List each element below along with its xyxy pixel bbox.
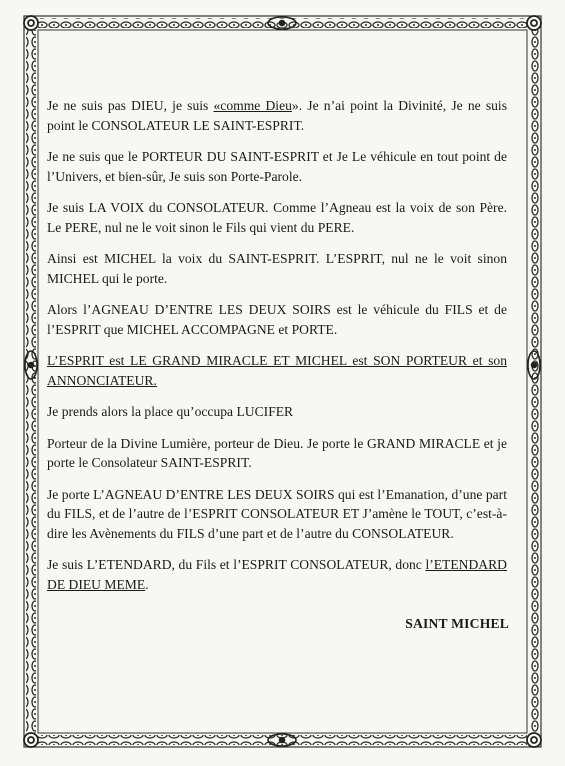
paragraph-10-underlined: l’ETENDARD DE DIEU MEME — [47, 557, 507, 592]
signature: SAINT MICHEL — [405, 616, 509, 631]
paragraph-5: Alors l’AGNEAU D’ENTRE LES DEUX SOIRS est le véhicule du FILS et de l’ESPRIT que MICHEL ACCOMPAGNE et PORTE. — [47, 302, 507, 337]
paragraph-3: Je suis LA VOIX du CONSOLATEUR. Comme l’Agneau est la voix de son Père. Le PERE, nul ne le voit sinon le Fils qui vient du PERE. — [47, 200, 507, 235]
paragraph-1-end: ». Je n’ai point la Divinité, Je ne suis point le CONSOLATEUR LE SAINT-ESPRIT. — [47, 98, 508, 133]
paragraph-10-end: . — [145, 576, 149, 592]
paragraph-7: Je prends alors la place qu’occupa LUCIFER — [47, 404, 294, 419]
paragraph-9: Je porte L’AGNEAU D’ENTRE LES DEUX SOIRS qui est l’Emanation, d’une part du FILS, et de l’autre de l’ESPRIT CONSOLATEUR ET J’amène le TOUT, c’est-à-dire les Avènements du FILS d’une part et de l’autre du CONSOLATEUR. — [47, 486, 507, 541]
paragraph-4: Ainsi est MICHEL la voix du SAINT-ESPRIT. L’ESPRIT, nul ne le voit sinon MICHEL qui le porte. — [47, 251, 507, 286]
paragraph-6: L’ESPRIT est LE GRAND MIRACLE ET MICHEL est SON PORTEUR et son ANNONCIATEUR. — [47, 353, 507, 388]
paragraph-8: Porteur de la Divine Lumière, porteur de Dieu. Je porte le GRAND MIRACLE et je porte le Consolateur SAINT-ESPRIT. — [47, 435, 507, 470]
paragraph-1-start: Je ne suis pas DIEU, je suis — [47, 98, 214, 113]
letter-body — [47, 96, 507, 606]
paragraph-10 — [47, 555, 507, 594]
paragraph-1-underlined: «comme Dieu — [213, 98, 292, 113]
paragraph-10-start: Je suis L’ETENDARD, du Fils et l’ESPRIT CONSOLATEUR, donc — [47, 557, 426, 572]
paragraph-2: Je ne suis que le PORTEUR DU SAINT-ESPRIT et Je Le véhicule en tout point de l’Univers, et bien-sûr, Je suis son Porte-Parole. — [47, 149, 507, 184]
paragraph-1 — [47, 96, 507, 135]
